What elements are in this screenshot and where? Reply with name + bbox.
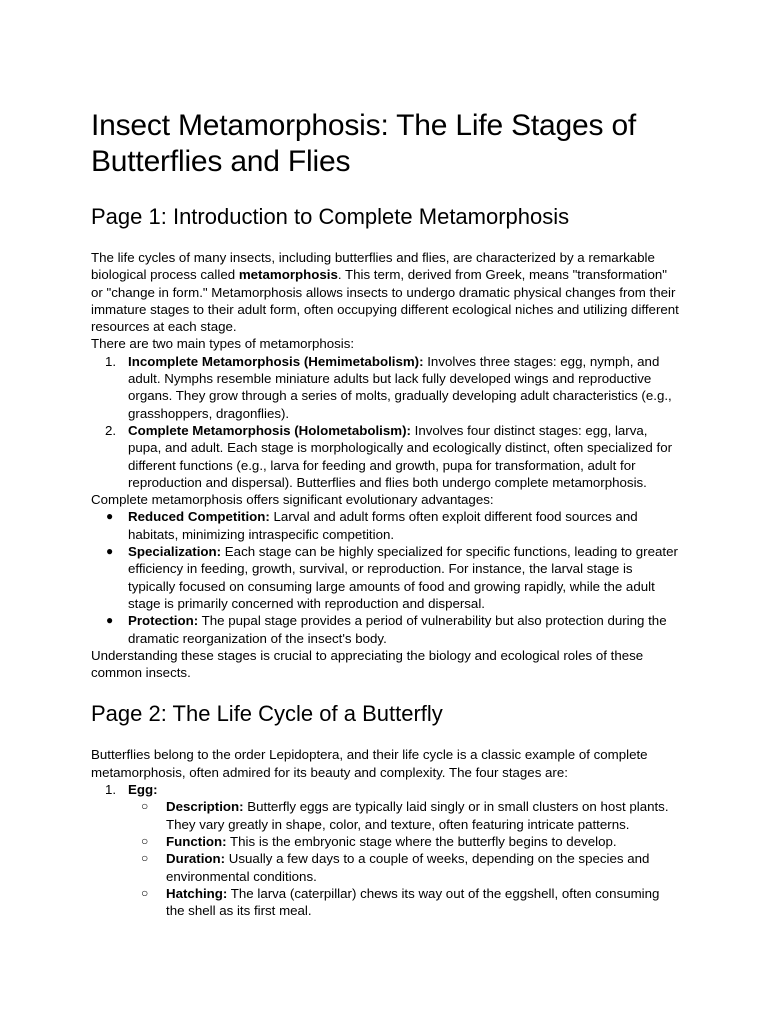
intro-bold-term: metamorphosis	[238, 267, 338, 283]
page2-heading: Page 2: The Life Cycle of a Butterfly	[91, 701, 443, 727]
document-title: Insect Metamorphosis: The Life Stages of Butterflies and Flies	[91, 109, 637, 178]
list-item-term: Hatching:	[166, 885, 228, 901]
bullet-icon: ●	[106, 544, 114, 559]
page1-conclusion: Understanding these stages is crucial to appreciating the biology and ecological roles of these common insects.	[91, 647, 644, 681]
stages-list	[91, 781, 681, 919]
list-item-term: Incomplete Metamorphosis (Hemimetabolism):	[128, 353, 424, 369]
list-item-term: Specialization:	[128, 544, 222, 560]
advantages-list	[91, 508, 681, 646]
sub-list-item	[128, 833, 681, 850]
circle-bullet-icon: ○	[141, 799, 149, 814]
list-item	[91, 612, 681, 647]
page2-intro-paragraph: Butterflies belong to the order Lepidoptera, and their life cycle is a classic example of complete metamorphosis, often admired for its beauty and complexity. The four stages are:	[91, 747, 648, 780]
list-item-text: Involves three stages: egg, nymph, and adult. Nymphs resemble miniature adults but lack fully developed wings and reproductive organs. They grow through a series of molts, gradually developing adult characteristics (e.g., grasshoppers, dragonflies).	[128, 353, 672, 421]
types-intro: There are two main types of metamorphosis:	[91, 336, 355, 352]
list-item-term: Protection:	[128, 613, 199, 629]
circle-bullet-icon: ○	[141, 885, 149, 900]
list-item-text: Butterfly eggs are typically laid singly or in small clusters on host plants. They vary greatly in shape, color, and texture, often featuring intricate patterns.	[166, 799, 669, 832]
list-item-term: Function:	[166, 833, 227, 849]
intro-text-b: . This term, derived from Greek, means "transformation" or "change in form." Metamorphosis allows insects to undergo dramatic physical changes from their immature stages to their adult form, often occupying different ecological niches and utilizing different resources at each stage.	[91, 267, 679, 335]
page1-intro-paragraph	[91, 249, 681, 335]
list-item-term: Complete Metamorphosis (Holometabolism):	[128, 422, 411, 438]
egg-details-list	[128, 798, 681, 919]
circle-bullet-icon: ○	[141, 851, 149, 866]
advantages-intro: Complete metamorphosis offers significant evolutionary advantages:	[91, 492, 494, 508]
list-item	[91, 353, 681, 422]
list-item	[91, 422, 681, 491]
list-item-text: Involves four distinct stages: egg, larva, pupa, and adult. Each stage is morphologically and ecologically distinct, often specialized for different functions (e.g., larva for feeding and growth, pupa for transformation, adult for reproduction and dispersal). Butterflies and flies both undergo complete metamorphosis.	[128, 422, 673, 490]
document-content	[91, 108, 681, 919]
list-item-text: Larval and adult forms often exploit different food sources and habitats, minimizing intraspecific competition.	[128, 509, 638, 542]
list-item-text: The pupal stage provides a period of vulnerability but also protection during the dramatic reorganization of the insect's body.	[128, 613, 667, 646]
sub-list-item	[128, 850, 681, 885]
sub-list-item	[128, 885, 681, 920]
types-list	[91, 353, 681, 491]
list-item	[91, 543, 681, 612]
list-number: 1.	[105, 782, 117, 798]
list-item-term: Description:	[166, 799, 244, 815]
list-item	[91, 781, 681, 919]
list-item	[91, 508, 681, 543]
intro-text-a: The life cycles of many insects, including butterflies and flies, are characterized by a remarkable biological process called	[91, 250, 655, 283]
list-number: 1.	[105, 353, 117, 369]
list-number: 2.	[105, 422, 117, 438]
list-item-term: Reduced Competition:	[128, 509, 270, 525]
bullet-icon: ●	[106, 613, 114, 628]
circle-bullet-icon: ○	[141, 833, 149, 848]
sub-list-item	[128, 798, 681, 833]
list-item-text: Usually a few days to a couple of weeks, depending on the species and environmental conditions.	[166, 851, 650, 884]
list-item-text: The larva (caterpillar) chews its way out of the eggshell, often consuming the shell as its first meal.	[166, 885, 660, 919]
list-item-term: Duration:	[166, 851, 226, 867]
bullet-icon: ●	[106, 509, 114, 524]
list-item-text: This is the embryonic stage where the butterfly begins to develop.	[226, 833, 617, 849]
list-item-term: Egg:	[128, 782, 158, 798]
list-item-text: Each stage can be highly specialized for specific functions, leading to greater efficiency in feeding, growth, survival, or reproduction. For instance, the larval stage is typically focused on consuming large amounts of food and growing rapidly, while the adult stage is primarily concerned with reproduction and dispersal.	[128, 544, 678, 611]
page1-heading: Page 1: Introduction to Complete Metamorphosis	[91, 204, 570, 229]
